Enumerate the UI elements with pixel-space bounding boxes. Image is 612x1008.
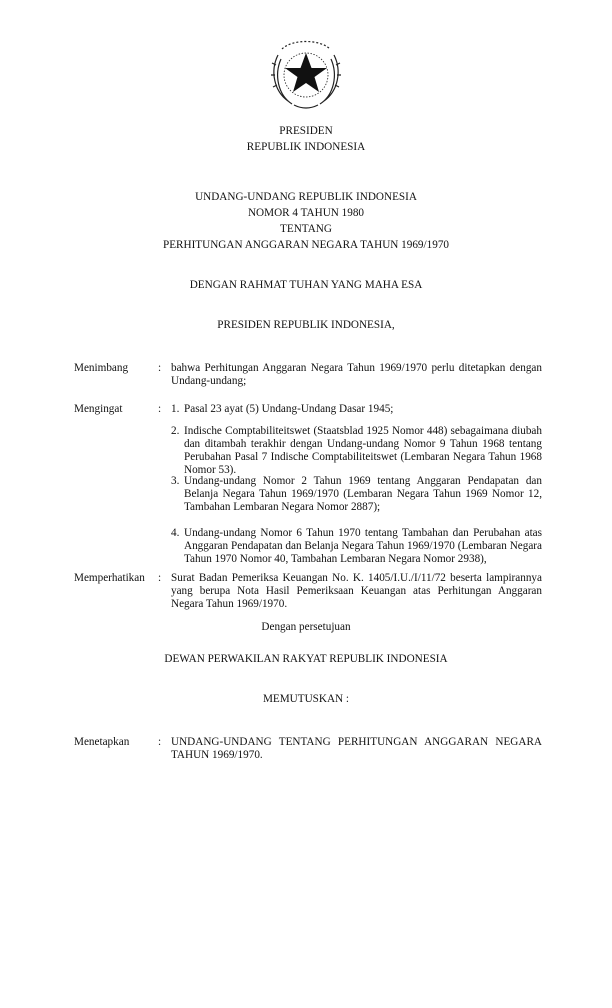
menetapkan-label: Menetapkan [74,736,130,748]
list-item [171,475,542,514]
memperhatikan-label: Memperhatikan [74,572,145,584]
invocation: DENGAN RAHMAT TUHAN YANG MAHA ESA [189,279,423,291]
item-text: Undang-undang Nomor 2 Tahun 1969 tentang Anggaran Pendapatan dan Belanja Negara Tahun 1969/1970 (Lembaran Negara Tahun 1969 Nomor 12, Tambahan Lembaran Negara Nomor 2887); [184,475,542,513]
menetapkan-text: UNDANG-UNDANG TENTANG PERHITUNGAN ANGGARAN NEGARA TAHUN 1969/1970. [171,736,542,761]
title-line-4: PERHITUNGAN ANGGARAN NEGARA TAHUN 1969/1970 [162,239,450,251]
mengingat-label: Mengingat [74,403,123,415]
decision-heading: MEMUTUSKAN : [262,693,350,705]
item-number: 2. [171,425,180,437]
colon: : [158,736,162,748]
list-item [171,527,542,566]
item-number: 1. [171,403,180,415]
item-text: Indische Comptabiliteitswet (Staatsblad 1925 Nomor 448) sebagaimana diubah dan ditambah terakhir dengan Undang-undang Nomor 9 Tahun 1968 tentang Perubahan Pasal 7 Indische Comptabiliteitswet (Lembaran Negara Tahun 1968 Nomor 53). [184,425,542,476]
approval-line-2: DEWAN PERWAKILAN RAKYAT REPUBLIK INDONESIA [164,653,448,665]
approval-line-1: Dengan persetujuan [261,621,351,633]
colon: : [158,572,162,584]
item-number: 3. [171,475,180,487]
garuda-star-emblem [268,35,344,111]
colon: : [158,362,162,374]
item-number: 4. [171,527,180,539]
header-line-1: PRESIDEN [279,125,333,137]
title-line-3: TENTANG [280,223,332,235]
header-line-2: REPUBLIK INDONESIA [246,141,366,153]
president-heading: PRESIDEN REPUBLIK INDONESIA, [217,319,395,331]
colon: : [158,403,162,415]
menimbang-text: bahwa Perhitungan Anggaran Negara Tahun 1969/1970 perlu ditetapkan dengan Undang-undang; [171,362,542,387]
item-text: Pasal 23 ayat (5) Undang-Undang Dasar 1945; [184,403,394,415]
list-item [171,425,542,477]
menimbang-label: Menimbang [74,362,129,374]
list-item [171,403,542,416]
title-line-2: NOMOR 4 TAHUN 1980 [247,207,365,219]
item-text: Undang-undang Nomor 6 Tahun 1970 tentang Tambahan dan Perubahan atas Anggaran Pendapatan dan Belanja Negara Tahun 1969/1970 (Lembaran Negara Tahun 1970 Nomor 40, Tambahan Lembaran Negara Nomor 2938), [184,527,542,565]
title-line-1: UNDANG-UNDANG REPUBLIK INDONESIA [195,191,417,203]
memperhatikan-text: Surat Badan Pemeriksa Keuangan No. K. 1405/I.U./I/11/72 beserta lampirannya yang berupa Nota Hasil Pemeriksaan Keuangan atas Perhitungan Anggaran Negara Tahun 1969/1970. [171,572,542,610]
